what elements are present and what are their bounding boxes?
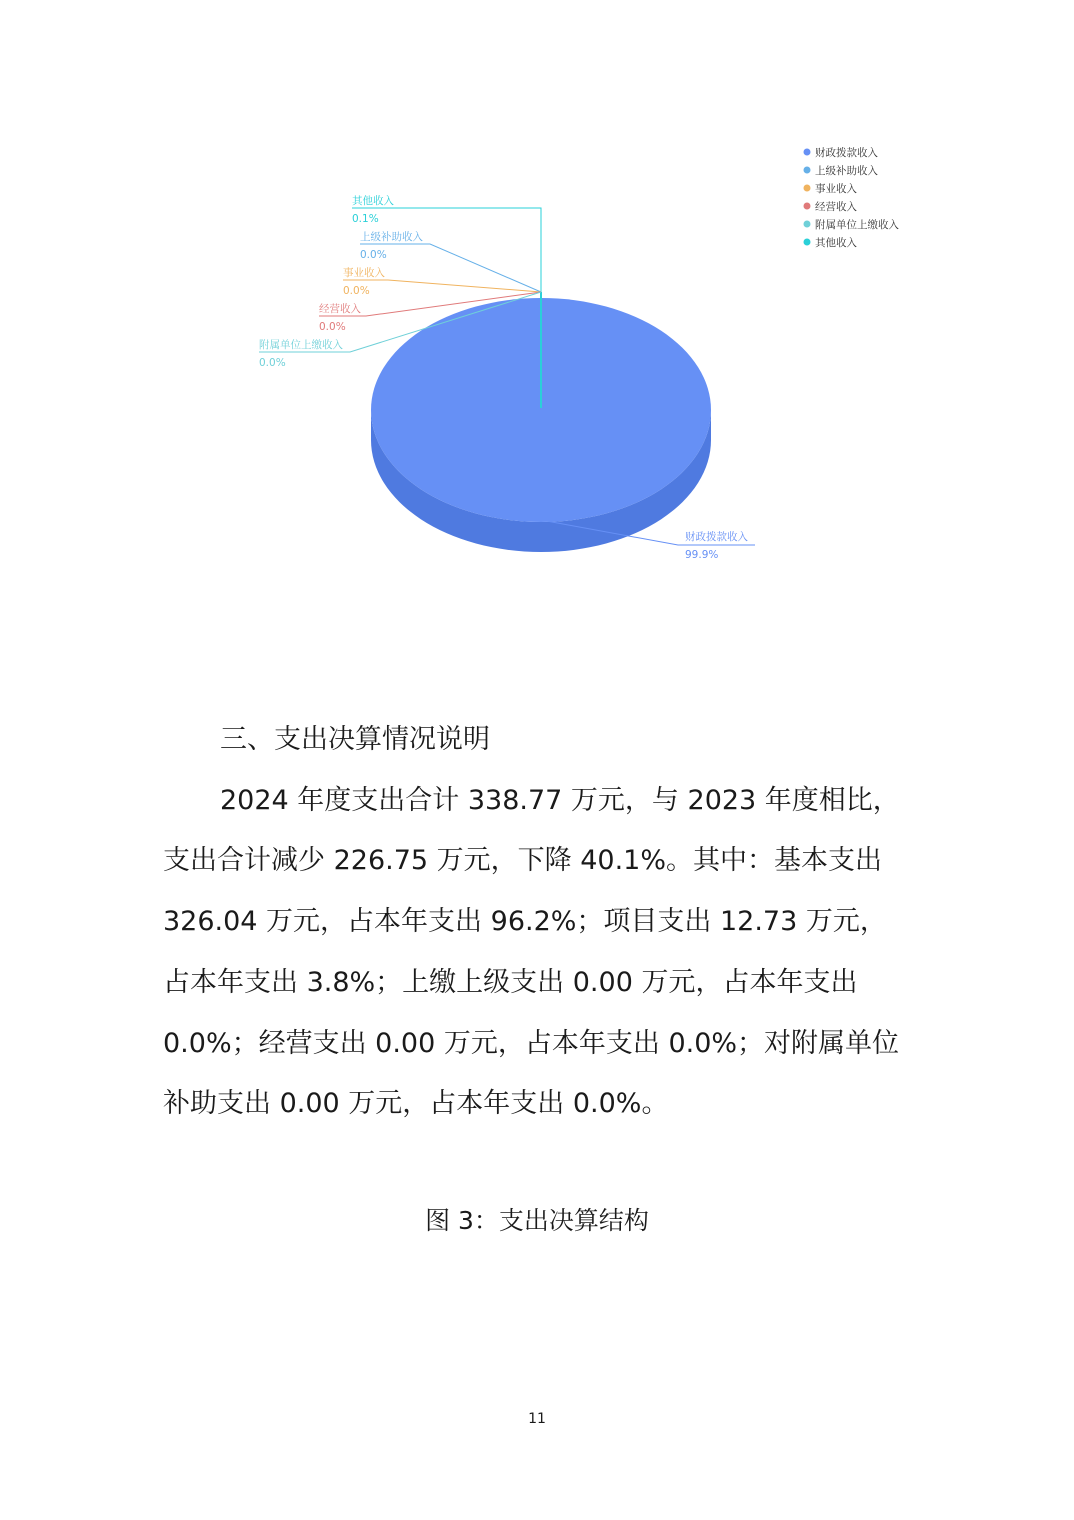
slice-pct-fiscal: 99.9% (685, 549, 719, 561)
slice-name-superior: 上级补助收入 (360, 231, 423, 243)
body-line-4: 占本年支出 3.8%；上缴上级支出 0.00 万元，占本年支出 (163, 967, 858, 998)
slice-pct-business: 0.0% (343, 285, 370, 297)
page-number: 11 (528, 1411, 546, 1427)
legend-swatch-operating (804, 203, 811, 210)
legend-swatch-other (804, 239, 811, 246)
legend-swatch-superior (804, 167, 811, 174)
body-line-6: 补助支出 0.00 万元，占本年支出 0.0%。 (163, 1088, 669, 1119)
legend-label-business: 事业收入 (815, 183, 857, 195)
body-line-3: 326.04 万元，占本年支出 96.2%；项目支出 12.73 万元， (163, 906, 887, 937)
body-line-5: 0.0%；经营支出 0.00 万元，占本年支出 0.0%；对附属单位 (163, 1028, 900, 1059)
slice-name-business: 事业收入 (343, 267, 385, 279)
legend-swatch-business (804, 185, 811, 192)
legend-label-operating: 经营收入 (815, 201, 857, 213)
chart-legend (804, 146, 900, 249)
legend-label-fiscal: 财政拨款收入 (815, 147, 878, 159)
body-line-2: 支出合计减少 226.75 万元，下降 40.1%。其中：基本支出 (163, 845, 882, 876)
figure-caption: 图 3：支出决算结构 (425, 1206, 649, 1235)
legend-swatch-fiscal (804, 149, 811, 156)
slice-pct-operating: 0.0% (319, 321, 346, 333)
slice-name-operating: 经营收入 (319, 303, 361, 315)
income-pie-chart (0, 0, 1074, 640)
slice-pct-other: 0.1% (352, 213, 379, 225)
legend-label-superior: 上级补助收入 (815, 165, 878, 177)
section-heading: 三、支出决算情况说明 (220, 724, 490, 755)
slice-name-fiscal: 财政拨款收入 (685, 531, 748, 543)
legend-label-other: 其他收入 (815, 237, 857, 249)
legend-label-affiliated: 附属单位上缴收入 (815, 219, 899, 231)
slice-name-other: 其他收入 (352, 195, 394, 207)
slice-name-affiliated: 附属单位上缴收入 (259, 339, 343, 351)
leader-line-business (343, 280, 541, 292)
slice-pct-superior: 0.0% (360, 249, 387, 261)
slice-pct-affiliated: 0.0% (259, 357, 286, 369)
body-line-1: 2024 年度支出合计 338.77 万元，与 2023 年度相比， (220, 785, 900, 816)
legend-swatch-affiliated (804, 221, 811, 228)
